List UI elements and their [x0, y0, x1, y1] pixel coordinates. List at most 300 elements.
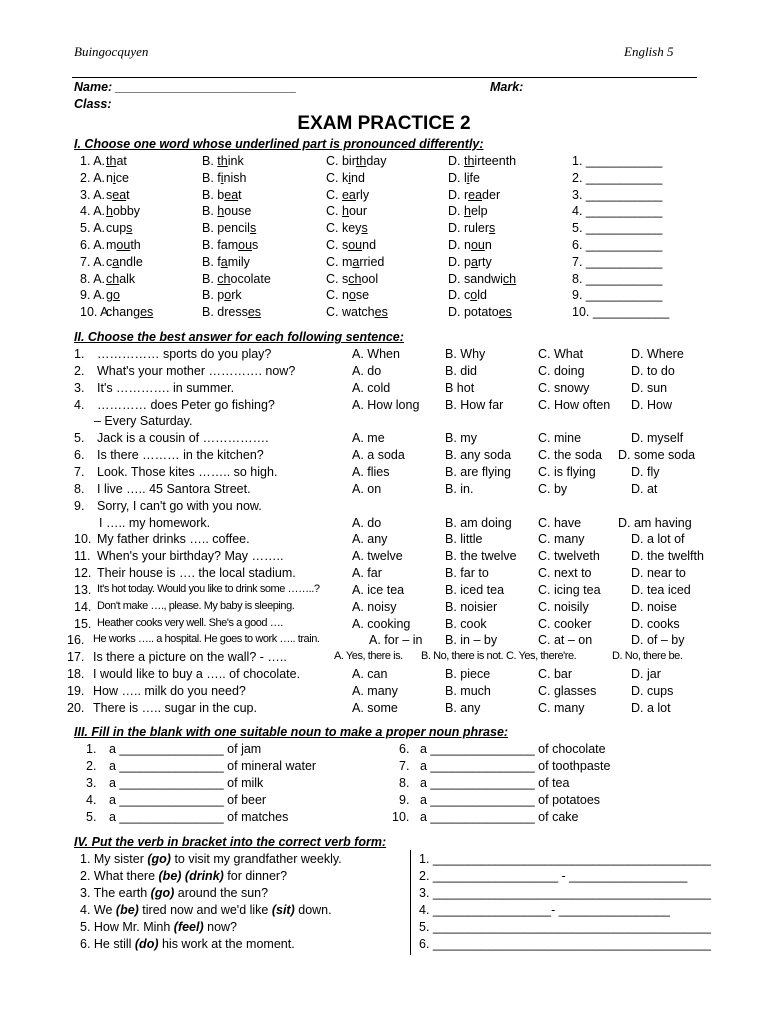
option-text: C.	[326, 187, 342, 202]
answer-blank: 2. ___________	[572, 170, 663, 185]
verb-in-bracket: (feel)	[173, 919, 204, 934]
option-text: B. p	[202, 288, 225, 303]
answer-blank: 7. ___________	[572, 254, 663, 269]
answer-option-b: B. in.	[445, 481, 474, 496]
answer-option-a: A. ice tea	[352, 582, 405, 597]
answer-option-d: D. How	[631, 397, 672, 412]
option-text: C. bir	[326, 154, 356, 168]
option-text: B. fam	[202, 238, 239, 252]
answer-line: 5. ________________________________________	[419, 919, 711, 934]
answer-option-c: C. Yes, there're.	[506, 650, 577, 663]
underlined-part: a	[112, 254, 120, 269]
question-number: 16.	[67, 633, 85, 648]
answer-option-d: D. am having	[618, 515, 692, 530]
option-a	[106, 171, 129, 185]
option-text: D. r	[448, 187, 469, 202]
underlined-part: ou	[238, 238, 253, 252]
option-d	[448, 305, 512, 319]
noun-phrase: a _______________ of toothpaste	[420, 758, 611, 773]
answer-option-c: C. noisily	[538, 599, 589, 614]
question-number: 2. A.	[80, 170, 106, 185]
fill-row	[0, 776, 768, 793]
answer-option-d: D. cooks	[631, 616, 680, 631]
answer-option-c: C. next to	[538, 566, 592, 581]
question-number: 18.	[67, 667, 85, 682]
option-d	[448, 238, 492, 252]
class-label: Class:	[74, 97, 112, 111]
option-text: m	[106, 238, 117, 252]
answer-blank: 6. ___________	[572, 238, 663, 252]
answer-option-a: A. any	[352, 532, 388, 547]
option-text: B. pencil	[202, 221, 250, 236]
answer-option-a: A. many	[352, 684, 398, 698]
underlined-part: a	[352, 254, 360, 269]
underlined-part: h	[106, 204, 113, 219]
item-number: 10.	[392, 809, 410, 824]
question-text: He works ….. a hospital. He goes to work ….. train.	[93, 633, 320, 646]
answer-option-a: A. twelve	[352, 549, 403, 564]
question-row	[0, 583, 768, 600]
option-text: mily	[227, 254, 250, 269]
verb-sentence	[80, 852, 342, 866]
answer-option-c: C. bar	[538, 667, 573, 682]
answer-option-a: A. far	[352, 566, 382, 581]
underlined-part: th	[355, 154, 367, 168]
option-d	[448, 188, 500, 202]
option-text: our	[348, 204, 368, 219]
underlined-part: a	[220, 254, 228, 269]
underlined-part: h	[217, 204, 225, 219]
answer-option-a: A. some	[352, 700, 398, 715]
question-row	[0, 600, 768, 617]
answer-option-d: D. to do	[631, 363, 675, 378]
option-c	[326, 221, 368, 235]
section-1-heading: I. Choose one word whose underlined part is pronounced differently:	[74, 137, 484, 151]
underlined-part: s	[488, 221, 496, 236]
author-name: Buingocquyen	[74, 44, 149, 59]
header-rule	[72, 77, 697, 78]
answer-option-b: B. the twelve	[445, 549, 517, 564]
underlined-part: ch	[502, 271, 517, 286]
question-number: 12.	[74, 566, 92, 581]
option-d	[448, 272, 516, 286]
underlined-part: ou	[470, 238, 485, 252]
answer-option-a: A. me	[352, 431, 385, 446]
answer-option-b: B. piece	[445, 667, 491, 682]
option-text: ouse	[224, 204, 252, 219]
name-label: Name: __________________________	[74, 80, 297, 94]
noun-phrase: a _______________ of milk	[109, 775, 264, 790]
option-text: s	[106, 187, 113, 202]
answer-option-a: A. do	[352, 515, 382, 530]
question-row	[0, 701, 768, 718]
option-text: se	[355, 288, 370, 303]
sentence-text: 4. We	[80, 902, 116, 917]
verb-in-bracket: (go)	[147, 852, 171, 866]
option-text: c	[106, 254, 113, 269]
verb-row	[0, 920, 768, 937]
option-text: B.	[202, 204, 218, 219]
noun-phrase: a _______________ of mineral water	[109, 758, 317, 773]
answer-option-c: C. twelveth	[538, 549, 600, 564]
subject-label: English 5	[624, 44, 674, 59]
answer-option-a: A. Yes, there is.	[334, 650, 403, 663]
verb-sentence	[80, 903, 332, 917]
item-number: 8.	[399, 775, 410, 790]
answer-option-c: C. What	[538, 347, 584, 361]
option-text: nish	[223, 170, 247, 185]
question-number: 11.	[74, 549, 91, 564]
option-c	[326, 154, 386, 168]
option-text: rried	[359, 254, 385, 269]
question-number: 5. A.	[80, 221, 106, 236]
answer-option-a: A. can	[352, 667, 388, 682]
answer-blank: 1. ___________	[572, 154, 663, 168]
question-number: 1.	[74, 347, 85, 361]
option-text: fe	[469, 170, 480, 185]
answer-blank: 8. ___________	[572, 271, 663, 286]
question-row	[0, 414, 768, 431]
option-c	[326, 204, 367, 218]
option-b	[202, 238, 258, 252]
answer-option-c: C. mine	[538, 431, 582, 446]
underlined-part: s	[126, 221, 133, 236]
option-c	[326, 188, 369, 202]
item-number: 3.	[86, 775, 97, 790]
answer-option-b: B. my	[445, 431, 477, 446]
question-text: …………… sports do you play?	[97, 347, 272, 361]
answer-blank: 9. ___________	[572, 288, 663, 303]
sentence-text: around the sun?	[174, 885, 269, 900]
item-number: 1.	[86, 742, 97, 756]
option-text: th	[130, 238, 141, 252]
option-text: rly	[355, 187, 370, 202]
underlined-part: s	[361, 221, 368, 236]
option-b	[202, 305, 261, 319]
answer-option-d: D. jar	[631, 667, 661, 682]
question-row	[0, 171, 768, 188]
question-row	[0, 188, 768, 205]
answer-option-a: A. on	[352, 481, 382, 496]
question-number: 4.	[74, 397, 85, 412]
option-c	[326, 272, 378, 286]
option-text: nd	[362, 238, 377, 252]
sentence-text: 6. He still	[80, 936, 135, 951]
answer-option-d: D. a lot	[631, 700, 671, 715]
answer-option-d: D. some soda	[618, 448, 696, 463]
question-text: Sorry, I can't go with you now.	[97, 498, 262, 513]
question-number: 8. A.	[80, 271, 106, 286]
question-number: 2.	[74, 363, 85, 378]
option-text: D. ruler	[448, 221, 489, 236]
underlined-part: ea	[112, 187, 127, 202]
option-text: g	[106, 288, 113, 303]
question-row	[0, 288, 768, 305]
option-text: C. m	[326, 254, 353, 269]
option-c	[326, 171, 365, 185]
underlined-part: th	[217, 154, 228, 168]
noun-phrase: a _______________ of potatoes	[420, 792, 601, 807]
answer-option-d: D. tea iced	[631, 582, 691, 597]
option-b	[202, 204, 251, 218]
answer-option-c: C. snowy	[538, 380, 590, 395]
answer-option-d: D. myself	[631, 431, 684, 446]
option-text: day	[366, 154, 387, 168]
question-number: 19.	[67, 684, 85, 698]
underlined-part: o	[112, 288, 120, 303]
underlined-part: ch	[348, 271, 362, 286]
sentence-text: 1. My sister	[80, 852, 148, 866]
option-b	[202, 288, 242, 302]
underlined-part: ch	[106, 271, 120, 286]
sentence-text: down.	[294, 902, 332, 917]
question-number: 14.	[74, 599, 92, 614]
underlined-part: ea	[224, 187, 239, 202]
answer-option-b: B. in – by	[445, 633, 498, 648]
question-row	[0, 516, 768, 533]
underlined-part: i	[466, 170, 470, 185]
question-row	[0, 221, 768, 238]
underlined-part: h	[341, 204, 349, 219]
answer-line: 4. _________________- ________________	[419, 902, 670, 917]
question-text: Their house is …. the local stadium.	[97, 566, 296, 581]
option-text: n	[484, 238, 492, 252]
noun-phrase: a _______________ of cake	[420, 809, 579, 824]
answer-option-c: C. glasses	[538, 684, 597, 698]
option-a	[106, 255, 143, 269]
option-a	[106, 221, 132, 235]
option-a	[106, 288, 120, 302]
underlined-part: ou	[348, 238, 363, 252]
answer-option-b: B. No, there is not.	[421, 650, 504, 663]
question-row	[0, 398, 768, 415]
option-text: ce	[115, 170, 129, 185]
question-number: 17.	[67, 650, 85, 665]
question-text: Jack is a cousin of …………….	[97, 431, 269, 446]
fill-row	[0, 742, 768, 759]
answer-option-b: B. much	[445, 684, 491, 698]
section-2-heading: II. Choose the best answer for each following sentence:	[74, 330, 404, 344]
question-number: 13.	[74, 582, 92, 597]
underlined-part: es	[498, 305, 512, 320]
sentence-text: for dinner?	[223, 868, 288, 883]
answer-option-d: D. the twelfth	[631, 549, 704, 564]
verb-sentence	[80, 937, 295, 951]
question-row	[0, 154, 768, 171]
answer-blank: 10. ___________	[572, 305, 670, 320]
option-text: D. sandwi	[448, 271, 503, 286]
verb-in-bracket: (be)	[158, 868, 182, 883]
verb-in-bracket: (sit)	[271, 902, 295, 917]
option-b	[202, 221, 256, 235]
option-text: t	[126, 187, 130, 202]
question-number: 4. A.	[80, 204, 106, 219]
option-text: D. p	[448, 254, 471, 269]
question-row	[0, 482, 768, 499]
answer-option-a: A. cold	[352, 380, 391, 395]
verb-row	[0, 886, 768, 903]
verb-in-bracket: (drink)	[184, 868, 224, 883]
question-text: I would like to buy a ….. of chocolate.	[93, 667, 301, 682]
question-number: 6. A.	[80, 238, 106, 252]
question-row	[0, 667, 768, 684]
question-row	[0, 549, 768, 566]
underlined-part: ea	[468, 187, 483, 202]
underlined-part: o	[224, 288, 232, 303]
question-text: It's …………. in summer.	[97, 380, 235, 395]
option-d	[448, 255, 492, 269]
verb-sentence	[80, 869, 287, 883]
underlined-part: th	[106, 154, 117, 168]
question-number: 20.	[67, 700, 85, 715]
answer-option-a: A. for – in	[369, 633, 423, 648]
answer-option-a: A. do	[352, 363, 382, 378]
answer-option-c: C. is flying	[538, 464, 596, 479]
question-row	[0, 532, 768, 549]
option-text: D. c	[448, 288, 471, 303]
answer-option-d: D. fly	[631, 464, 660, 479]
answer-option-b: B. iced tea	[445, 582, 505, 597]
noun-phrase: a _______________ of beer	[109, 792, 267, 807]
question-row	[0, 499, 768, 516]
question-row	[0, 381, 768, 398]
option-a	[106, 204, 140, 218]
question-text: Heather cooks very well. She's a good ….	[97, 616, 283, 629]
question-text: Is there a picture on the wall? - …..	[93, 650, 287, 665]
sentence-text: 5. How Mr. Minh	[80, 919, 174, 934]
answer-blank: 4. ___________	[572, 204, 663, 219]
question-text: What's your mother …………. now?	[97, 363, 296, 378]
option-text: B. dress	[202, 305, 248, 320]
question-text: ………… does Peter go fishing?	[97, 397, 275, 412]
option-b	[202, 188, 242, 202]
answer-option-d: D. Where	[631, 347, 684, 361]
underlined-part: o	[348, 288, 356, 303]
option-text: C. k	[326, 170, 349, 185]
option-a	[106, 305, 153, 319]
verb-sentence	[80, 886, 268, 900]
answer-option-b: B. are flying	[445, 464, 512, 479]
answer-option-b: B. noisier	[445, 599, 498, 614]
underlined-part: th	[463, 154, 475, 168]
answer-option-b: B. cook	[445, 616, 487, 631]
underlined-part: es	[140, 305, 154, 320]
option-text: chang	[106, 305, 141, 320]
option-text: ool	[361, 271, 379, 286]
option-b	[202, 171, 246, 185]
answer-blank: 5. ___________	[572, 221, 663, 236]
question-text: There is ….. sugar in the cup.	[93, 700, 257, 715]
answer-option-a: A. When	[352, 347, 400, 361]
option-text: cup	[106, 221, 127, 236]
question-number: 6.	[74, 448, 85, 463]
item-number: 2.	[86, 758, 97, 773]
question-row	[0, 617, 768, 634]
noun-phrase: a _______________ of tea	[420, 775, 570, 790]
option-d	[448, 171, 480, 185]
question-number: 9.	[74, 498, 85, 513]
answer-option-b: B. How far	[445, 397, 504, 412]
option-text: C. s	[326, 271, 349, 286]
option-text: ld	[477, 288, 487, 303]
question-text: It's hot today. Would you like to drink some ……..?	[97, 582, 320, 595]
answer-option-c: C. How often	[538, 397, 611, 412]
underlined-part: ea	[341, 187, 356, 202]
option-text: D. l	[448, 170, 467, 185]
answer-option-a: A. flies	[352, 464, 390, 479]
option-text: B.	[202, 154, 218, 168]
question-text: Look. Those kites …….. so high.	[97, 464, 278, 479]
answer-option-c: C. icing tea	[538, 582, 601, 597]
option-text: B. f	[202, 254, 221, 269]
question-text: – Every Saturday.	[94, 414, 193, 429]
option-text: der	[482, 187, 501, 202]
sentence-text: 3. The earth	[80, 885, 151, 900]
noun-phrase: a _______________ of matches	[109, 809, 289, 824]
question-text: When's your birthday? May ……..	[97, 549, 284, 564]
fill-row	[0, 810, 768, 827]
question-row	[0, 305, 768, 322]
underlined-part: i	[348, 170, 352, 185]
option-text: elp	[470, 204, 488, 219]
option-text: B. f	[202, 170, 221, 185]
item-number: 7.	[399, 758, 410, 773]
page-title: EXAM PRACTICE 2	[297, 113, 471, 134]
underlined-part: i	[220, 170, 224, 185]
sentence-text: to visit my grandfather weekly.	[170, 852, 342, 866]
underlined-part: es	[247, 305, 262, 320]
answer-option-d: D. noise	[631, 599, 677, 614]
underlined-part: o	[470, 288, 478, 303]
answer-option-a: A. noisy	[352, 599, 397, 614]
option-text: C.	[326, 204, 342, 219]
option-text: n	[106, 170, 113, 185]
question-number: 15.	[74, 616, 92, 631]
answer-option-a: A. How long	[352, 397, 420, 412]
verb-row	[0, 903, 768, 920]
question-text: I live ….. 45 Santora Street.	[97, 481, 251, 496]
underlined-part: h	[463, 204, 471, 219]
question-row	[0, 684, 768, 701]
item-number: 4.	[86, 792, 97, 807]
question-row	[0, 347, 768, 364]
answer-option-c: C. by	[538, 481, 568, 496]
fill-row	[0, 759, 768, 776]
item-number: 5.	[86, 809, 97, 824]
answer-option-d: D. near to	[631, 566, 686, 581]
answer-option-d: D. at	[631, 481, 658, 496]
answer-option-d: D. cups	[631, 684, 674, 698]
noun-phrase: a _______________ of jam	[109, 742, 262, 756]
option-d	[448, 288, 487, 302]
verb-in-bracket: (do)	[134, 936, 159, 951]
option-d	[448, 221, 495, 235]
option-text: D.	[448, 204, 464, 219]
question-number: 1. A.	[80, 154, 106, 168]
option-text: alk	[119, 271, 136, 286]
option-a	[106, 272, 135, 286]
option-text: D.	[448, 154, 464, 168]
option-text: ndle	[119, 254, 143, 269]
option-text: irteenth	[474, 154, 517, 168]
question-row	[0, 633, 768, 650]
question-row	[0, 650, 768, 667]
answer-option-d: D. a lot of	[631, 532, 685, 547]
answer-line: 6. ________________________________________	[419, 936, 711, 951]
verb-sentence	[80, 920, 237, 934]
question-number: 3.	[74, 380, 85, 395]
underlined-part: ou	[116, 238, 131, 252]
